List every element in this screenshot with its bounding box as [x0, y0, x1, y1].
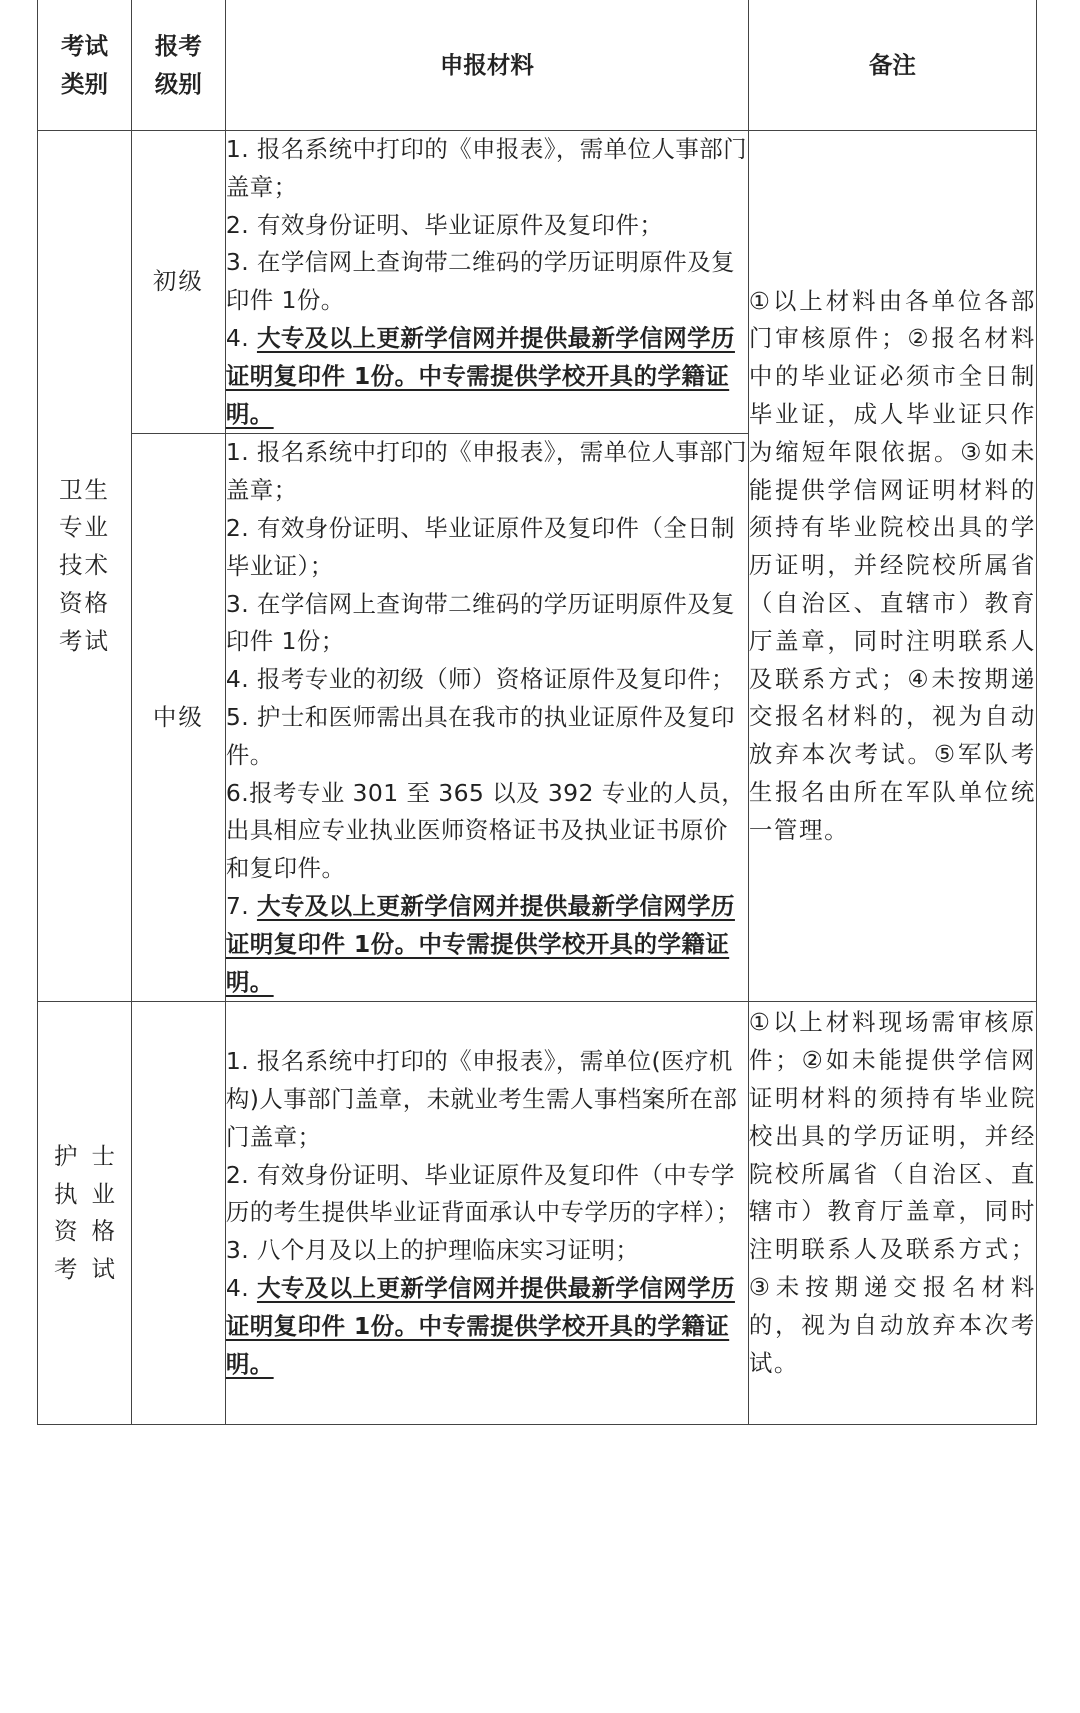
material-item: 3. 在学信网上查询带二维码的学历证明原件及复印件 1份。 — [225, 248, 735, 315]
material-item: 2. 有效身份证明、毕业证原件及复印件； — [225, 210, 664, 239]
material-item: 3. 在学信网上查询带二维码的学历证明原件及复印件 1份； — [225, 589, 735, 656]
material-item: 3. 八个月及以上的护理临床实习证明； — [225, 1236, 640, 1265]
material-item: 6.报考专业 301 至 365 以及 392 专业的人员，出具相应专业执业医师资格证书及执业证书原价和复印件。 — [225, 778, 746, 883]
table-row — [38, 1002, 1037, 1425]
material-item: 2. 有效身份证明、毕业证原件及复印件（全日制毕业证）； — [225, 513, 735, 580]
category-line: 资格 — [58, 589, 110, 618]
header-exam-category — [38, 0, 132, 131]
item-number: 7. — [225, 891, 257, 920]
materials-junior — [225, 131, 748, 434]
remarks-nurse-exam: ①以上材料现场需审核原件；②如未能提供学信网证明材料的须持有毕业院校出具的学历证明，并经院校所属省（自治区、直辖市）教育厅盖章，同时注明联系人及联系方式；③未按期递交报名材料的，视为自动放弃本次考试。 — [748, 1002, 1036, 1425]
material-item-emphasis — [226, 1270, 748, 1383]
header-exam-level — [131, 0, 225, 131]
material-item: 1. 报名系统中打印的《申报表》，需单位人事部门盖章； — [225, 438, 748, 505]
header-remarks: 备注 — [748, 0, 1036, 131]
level-intermediate: 中级 — [131, 434, 225, 1002]
emphasis-text: 大专及以上更新学信网并提供最新学信网学历证明复印件 1份。中专需提供学校开具的学籍证明。 — [225, 323, 735, 428]
materials-nurse — [225, 1002, 748, 1425]
application-materials-table — [37, 0, 1037, 1425]
emphasis-text: 大专及以上更新学信网并提供最新学信网学历证明复印件 1份。中专需提供学校开具的学籍证明。 — [225, 1274, 735, 1378]
remarks-health-exam: ①以上材料由各单位各部门审核原件；②报名材料中的毕业证必须市全日制毕业证，成人毕业证只作为缩短年限依据。③如未能提供学信网证明材料的须持有毕业院校出具的学历证明，并经院校所属省（自治区、直辖市）教育厅盖章，同时注明联系人及联系方式；④未按期递交报名材料的，视为自动放弃本次考试。⑤军队考生报名由所在军队单位统一管理。 — [748, 131, 1036, 1002]
category-line: 考试 — [58, 626, 110, 655]
material-item-emphasis — [226, 888, 748, 1001]
header-level-line1: 报考 — [154, 32, 202, 60]
header-category-line1: 考试 — [60, 32, 108, 60]
category-health-exam — [38, 131, 132, 1002]
header-level-line2: 级别 — [154, 70, 202, 98]
header-materials: 申报材料 — [225, 0, 748, 131]
category-line: 卫生 — [58, 475, 110, 504]
material-item: 5. 护士和医师需出具在我市的执业证原件及复印件。 — [225, 702, 735, 769]
category-line: 执业 — [53, 1179, 129, 1208]
material-item: 1. 报名系统中打印的《申报表》，需单位人事部门盖章； — [225, 135, 748, 201]
materials-intermediate — [225, 434, 748, 1002]
item-number: 4. — [225, 1274, 257, 1303]
category-line: 考试 — [53, 1255, 129, 1284]
table-header-row — [38, 0, 1037, 131]
material-item: 1. 报名系统中打印的《申报表》，需单位(医疗机构)人事部门盖章，未就业考生需人事档案所在部门盖章； — [225, 1047, 738, 1151]
level-junior: 初级 — [131, 131, 225, 434]
table-row — [38, 131, 1037, 434]
level-nurse — [131, 1002, 225, 1425]
item-number: 4. — [225, 323, 257, 352]
material-item: 4. 报考专业的初级（师）资格证原件及复印件； — [225, 665, 735, 694]
material-item: 2. 有效身份证明、毕业证原件及复印件（中专学历的考生提供毕业证背面承认中专学历的字样）； — [225, 1160, 740, 1227]
category-nurse-exam — [38, 1002, 132, 1425]
category-line: 专业 — [58, 513, 110, 542]
category-line: 技术 — [58, 551, 110, 580]
material-item-emphasis — [226, 320, 748, 433]
category-line: 护士 — [53, 1141, 129, 1170]
header-category-line2: 类别 — [60, 70, 108, 98]
category-line: 资格 — [53, 1217, 129, 1246]
emphasis-text: 大专及以上更新学信网并提供最新学信网学历证明复印件 1份。中专需提供学校开具的学籍证明。 — [225, 891, 735, 996]
